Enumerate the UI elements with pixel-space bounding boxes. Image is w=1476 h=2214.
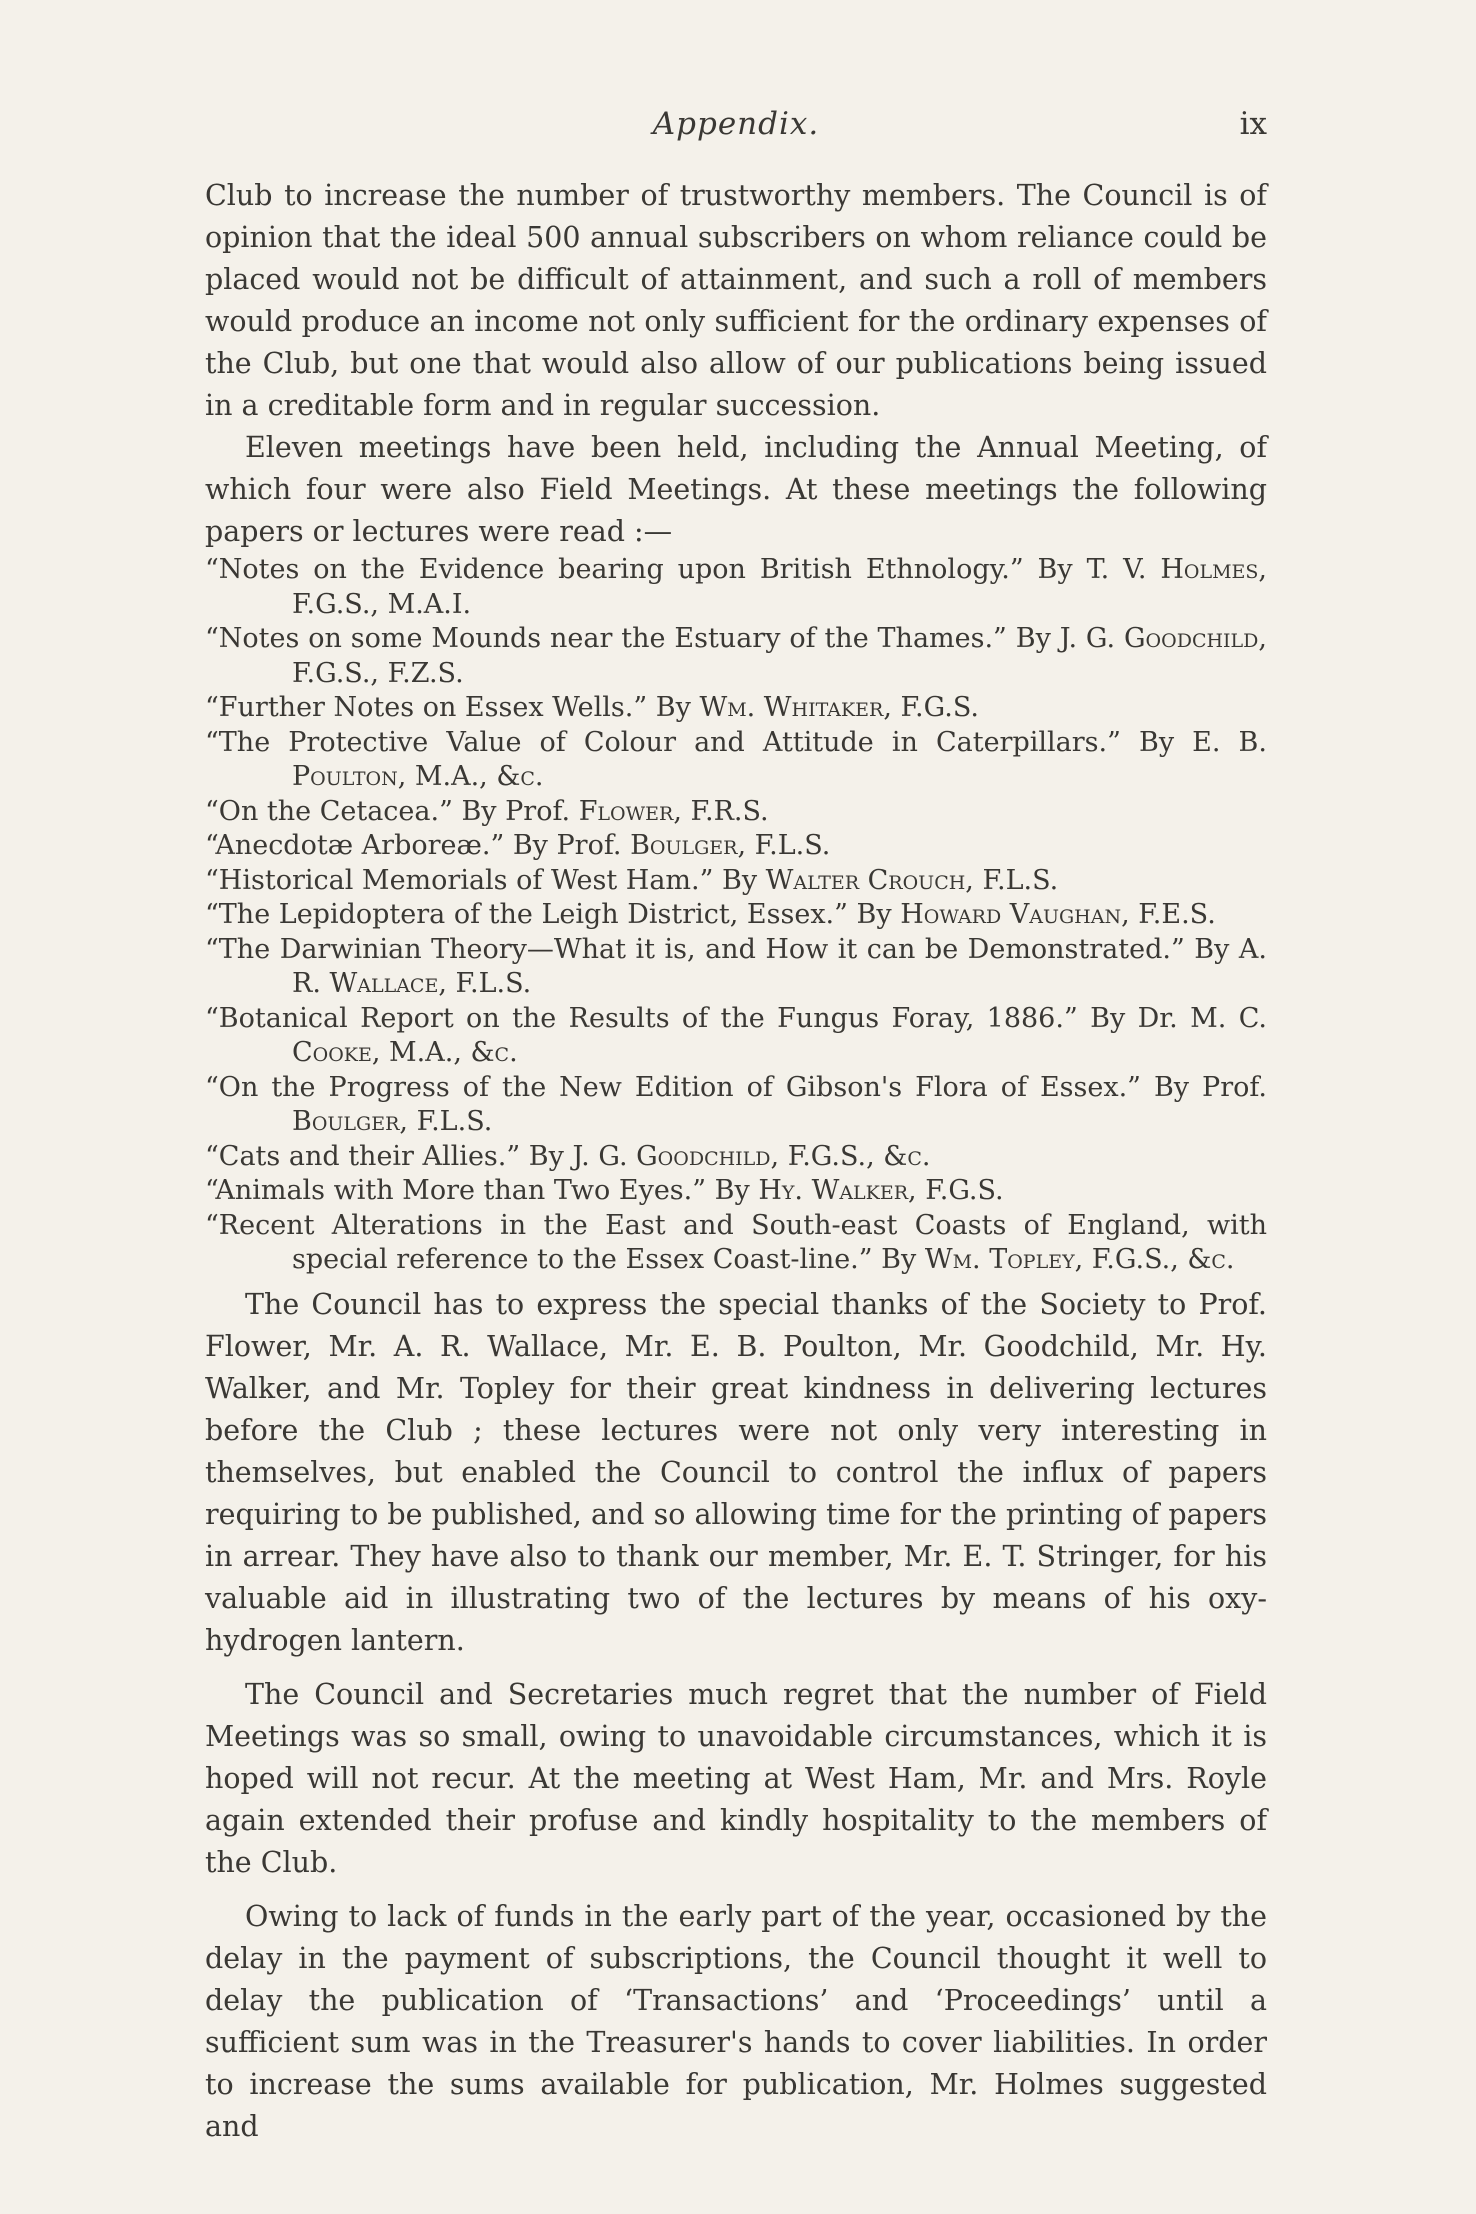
paper-author: Boulger, F.L.S.	[630, 830, 831, 861]
paper-author: E. B. Poulton, M.A., &c.	[292, 726, 1267, 792]
paper-author: Howard Vaughan, F.E.S.	[900, 899, 1216, 930]
paper-author: J. G. Goodchild, F.G.S., &c.	[572, 1140, 931, 1172]
paper-author: Boulger, F.L.S.	[292, 1106, 493, 1137]
paper-entry	[205, 795, 1267, 830]
paper-title: “Recent Alterations in the East and South-east Coasts of England, with special reference to the Essex Coast-line.” By	[205, 1209, 1267, 1275]
paper-author: Flower, F.R.S.	[578, 795, 769, 827]
paper-title: “Cats and their Allies.” By	[205, 1140, 564, 1172]
paper-title: “Anecdotæ Arboreæ.” By Prof.	[205, 830, 622, 861]
paper-title: “Historical Memorials of West Ham.” By	[205, 864, 758, 896]
papers-list	[205, 553, 1267, 1278]
paper-entry	[205, 933, 1267, 1002]
paragraph: The Council has to express the special thanks of the Society to Prof. Flower, Mr. A. R. Wallace, Mr. E. B. Poulton, Mr. Goodchild, Mr. Hy. Walker, and Mr. Topley for their great kindness in delivering lectures before the Club ; these lectures were not only very interesting in themselves, but enabled the Council to control the influx of papers requiring to be published, and so allowing time for the printing of papers in arrear. They have also to thank our member, Mr. E. T. Stringer, for his valuable aid in illustrating two of the lectures by means of his oxy-hydrogen lantern.	[205, 1287, 1267, 1657]
paper-title: “On the Cetacea.” By Prof.	[205, 795, 571, 827]
paper-entry	[205, 1002, 1267, 1071]
paper-title: “Notes on some Mounds near the Estuary of the Thames.” By	[205, 623, 1051, 654]
paper-title: “Further Notes on Essex Wells.” By	[205, 692, 691, 723]
paper-title: “Notes on the Evidence bearing upon British Ethnology.” By	[205, 554, 1073, 585]
paper-title: “Botanical Report on the Results of the Fungus Foray, 1886.” By Dr.	[205, 1002, 1178, 1034]
paper-title: “Animals with More than Two Eyes.” By	[205, 1175, 750, 1206]
paper-entry	[205, 829, 1267, 864]
paper-entry	[205, 691, 1267, 726]
paragraph: Eleven meetings have been held, including the Annual Meeting, of which four were also Field Meetings. At these meetings the following papers or lectures were read :—	[205, 431, 1267, 548]
paper-author: Hy. Walker, F.G.S.	[758, 1175, 1004, 1206]
running-head: Appendix.	[652, 106, 820, 142]
paper-entry	[205, 553, 1267, 622]
paragraph-gap	[205, 1884, 1267, 1896]
paragraph: Owing to lack of funds in the early part of the year, occasioned by the delay in the payment of subscriptions, the Council thought it well to delay the publication of ‘Transactions’ and ‘Proceedings’ until a sufficient sum was in the Treasurer's hands to cover liabilities. In order to increase the sums available for publication, Mr. Holmes suggested and	[205, 1899, 1267, 2143]
page-header	[205, 106, 1267, 150]
paper-entry	[205, 898, 1267, 933]
paper-author: J. G. Goodchild, F.G.S., F.Z.S.	[292, 623, 1267, 689]
paper-author: M. C. Cooke, M.A., &c.	[292, 1002, 1267, 1068]
page-number: ix	[1239, 106, 1267, 142]
paper-entry	[205, 622, 1267, 691]
paper-entry	[205, 1174, 1267, 1209]
paragraph: Club to increase the number of trustworthy members. The Council is of opinion that the ideal 500 annual subscribers on whom reliance could be placed would not be difficult of attainment, and such a roll of members would produce an income not only sufficient for the ordinary expenses of the Club, but one that would also allow of our publications being issued in a creditable form and in regular succession.	[205, 179, 1267, 422]
paper-entry	[205, 864, 1267, 899]
paper-title: “On the Progress of the New Edition of Gibson's Flora of Essex.” By Prof.	[205, 1071, 1267, 1103]
paper-entry	[205, 1071, 1267, 1140]
paper-entry	[205, 1209, 1267, 1278]
paper-author: Wm. Whitaker, F.G.S.	[699, 692, 979, 723]
paper-title: “The Darwinian Theory—What it is, and How it can be Demonstrated.” By	[205, 933, 1230, 965]
paragraph-gap	[205, 1662, 1267, 1674]
page-body	[205, 175, 1267, 2148]
paper-entry	[205, 1140, 1267, 1175]
paragraph: The Council and Secretaries much regret that the number of Field Meetings was so small, owing to unavoidable circumstances, which it is hoped will not recur. At the meeting at West Ham, Mr. and Mrs. Royle again extended their profuse and kindly hospitality to the members of the Club.	[205, 1677, 1267, 1879]
paper-author: Walter Crouch, F.L.S.	[765, 864, 1059, 896]
paper-title: “The Lepidoptera of the Leigh District, Essex.” By	[205, 899, 892, 930]
paper-author: T. V. Holmes, F.G.S., M.A.I.	[292, 554, 1267, 620]
paper-author: A. R. Wallace, F.L.S.	[292, 933, 1267, 999]
paper-entry	[205, 726, 1267, 795]
paper-author: Wm. Topley, F.G.S., &c.	[924, 1244, 1235, 1275]
paper-title: “The Protective Value of Colour and Attitude in Caterpillars.” By	[205, 726, 1175, 758]
